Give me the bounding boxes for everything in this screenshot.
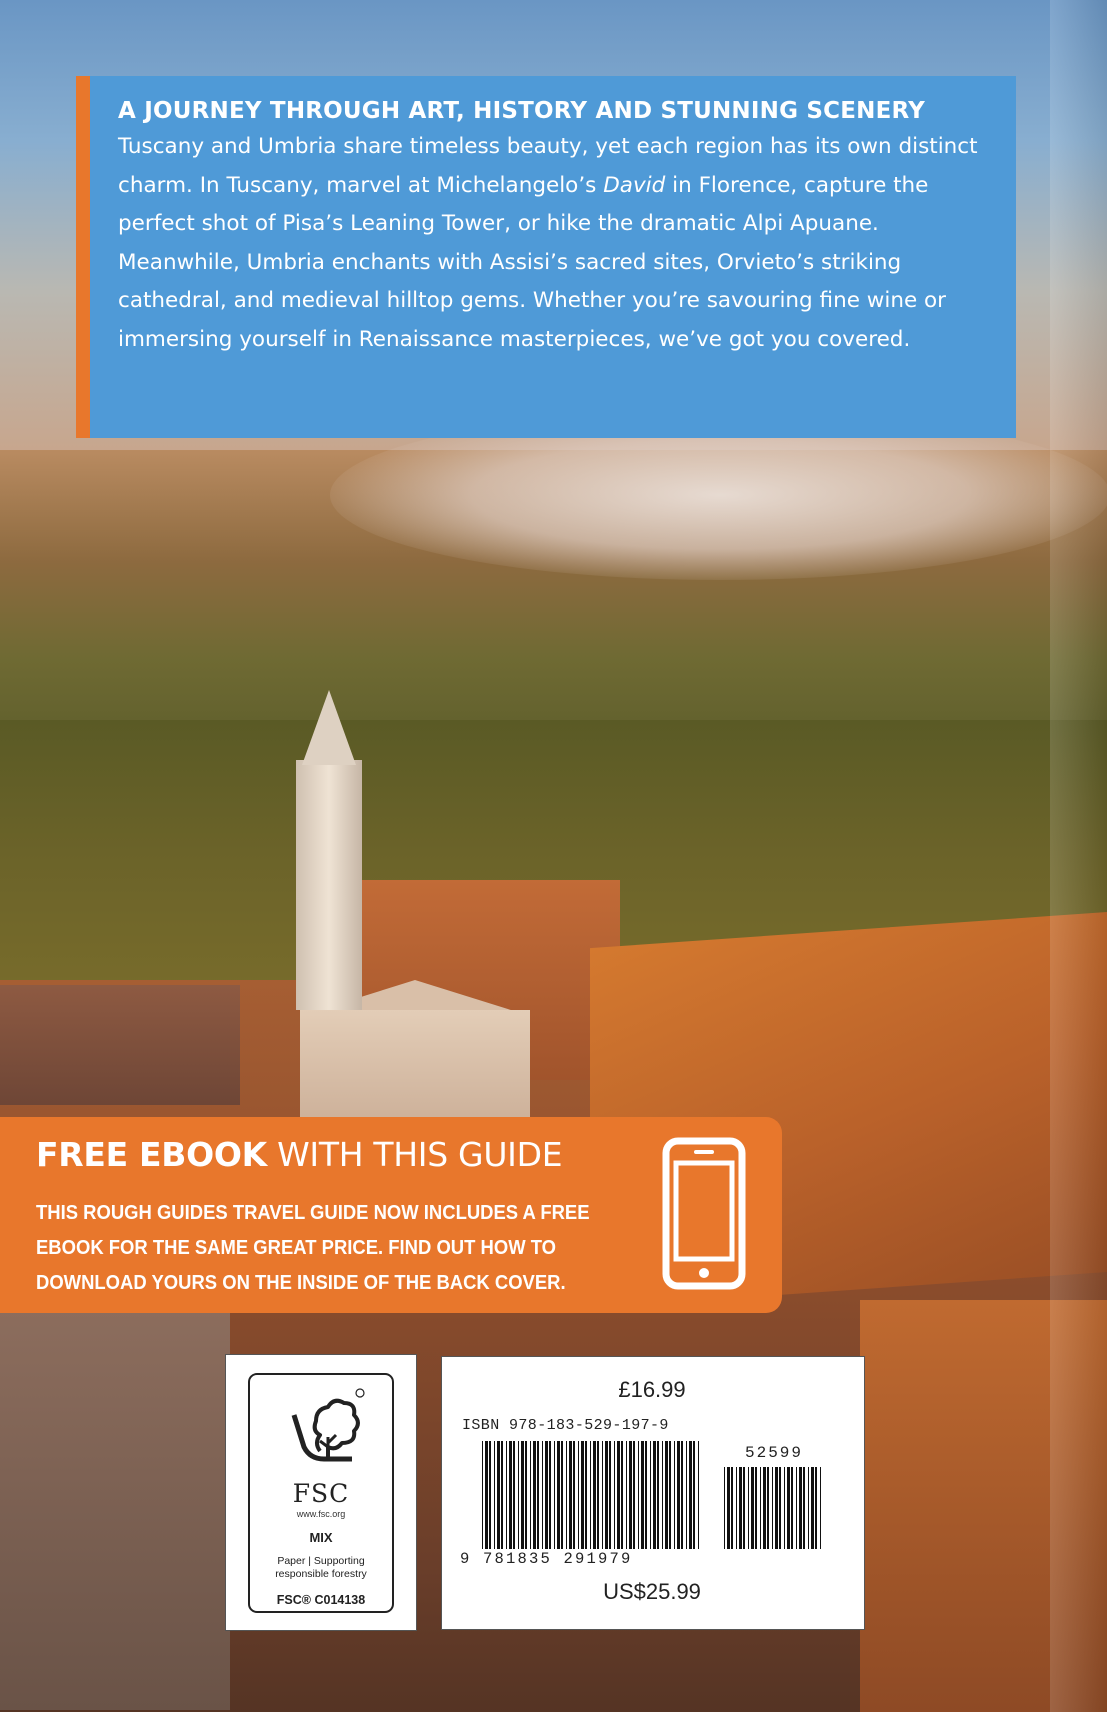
barcode-bar (545, 1441, 548, 1549)
barcode-bar (605, 1441, 608, 1549)
barcode-bar (662, 1441, 663, 1549)
barcode-label (441, 1356, 865, 1630)
price-usd: US$25.99 (603, 1579, 701, 1604)
barcode-bar (674, 1441, 675, 1549)
description-body-text-2: in Florence, capture the perfect shot of Pisa’s Leaning Tower, or hike the dramatic Alpi Apuane. Meanwhile, Umbria enchants with Assisi’s sacred sites, Orvieto’s striking cathedral, and medieval hilltop gems. Whether you’re savouring fine wine or immersing yourself in Renaissance masterpieces, we’ve got you covered. (118, 172, 947, 352)
barcode-bar (653, 1441, 656, 1549)
barcode-bar (573, 1441, 575, 1549)
barcode-bar (585, 1441, 587, 1549)
barcode-bar (489, 1441, 491, 1549)
barcode-bar (775, 1467, 778, 1549)
barcode-bar (485, 1441, 488, 1549)
barcode-bar (482, 1441, 483, 1549)
ebook-title (36, 1135, 562, 1174)
description-box (76, 76, 1016, 438)
description-title: A JOURNEY THROUGH ART, HISTORY AND STUNNING SCENERY (118, 98, 925, 124)
barcode-bar (629, 1441, 632, 1549)
description-body-italic: David (603, 172, 666, 198)
barcode-bar (665, 1441, 668, 1549)
barcode-bar (501, 1441, 503, 1549)
free-ebook-banner (0, 1117, 782, 1313)
fsc-paper-text (250, 1555, 392, 1581)
barcode-bar (509, 1441, 512, 1549)
barcode-bar (650, 1441, 651, 1549)
barcode-bar (566, 1441, 567, 1549)
barcode-bar (530, 1441, 531, 1549)
description-body (118, 128, 996, 359)
ebook-title-bold: FREE EBOOK (36, 1135, 267, 1174)
ean-digits: 9 781835 291979 (460, 1550, 633, 1568)
ebook-line: THIS ROUGH GUIDES TRAVEL GUIDE NOW INCLUDES A FREE (36, 1201, 590, 1224)
barcode-bar (578, 1441, 579, 1549)
barcode-bar (772, 1467, 773, 1549)
barcode-bar (724, 1467, 725, 1549)
barcode-bar (609, 1441, 611, 1549)
fsc-paper-line: responsible forestry (275, 1568, 367, 1580)
barcode-bar (739, 1467, 742, 1549)
barcode-bar (614, 1441, 615, 1549)
isbn-number: ISBN 978-183-529-197-9 (462, 1417, 669, 1434)
barcode-bar (760, 1467, 761, 1549)
barcode-bar (791, 1467, 793, 1549)
barcode-bar (787, 1467, 790, 1549)
barcode-bar (561, 1441, 563, 1549)
barcode-bar (698, 1441, 699, 1549)
book-spine-edge (1050, 0, 1107, 1712)
barcode-bar (497, 1441, 500, 1549)
fsc-license-code: FSC® C014138 (276, 1593, 366, 1607)
barcode-bar (727, 1467, 730, 1549)
barcode-bar (681, 1441, 683, 1549)
barcode-bar (518, 1441, 519, 1549)
addon-barcode (724, 1467, 824, 1549)
description-body-text-1: Tuscany and Umbria share timeless beauty, yet each region has its own distinct charm. In Tuscany, marvel at Michelangelo’s (118, 134, 978, 198)
addon-digits: 52599 (744, 1444, 803, 1462)
fsc-name: FSC (292, 1479, 350, 1508)
barcode-bar (621, 1441, 623, 1549)
fsc-paper-line: Paper | Supporting (277, 1555, 365, 1567)
roof-left (0, 985, 240, 1105)
barcode-bar (521, 1441, 524, 1549)
ebook-line: EBOOK FOR THE SAME GREAT PRICE. FIND OUT HOW TO (36, 1236, 557, 1259)
fsc-label-frame (248, 1373, 394, 1613)
barcode-bar (689, 1441, 692, 1549)
barcode-bar (641, 1441, 644, 1549)
barcode-bar (657, 1441, 659, 1549)
barcode-bar (743, 1467, 745, 1549)
barcode-bar (784, 1467, 785, 1549)
barcode-bar (617, 1441, 620, 1549)
ebook-text (36, 1195, 590, 1300)
ebook-title-rest: WITH THIS GUIDE (266, 1135, 563, 1174)
ean-barcode (482, 1441, 702, 1549)
fsc-label (225, 1354, 417, 1631)
barcode-bar (569, 1441, 572, 1549)
barcode-bar (815, 1467, 817, 1549)
barcode-bar (626, 1441, 627, 1549)
fsc-tree-logo-icon (280, 1385, 366, 1471)
barcode-bar (731, 1467, 733, 1549)
barcode-bar (803, 1467, 805, 1549)
barcode-bar (751, 1467, 754, 1549)
barcode-bar (597, 1441, 599, 1549)
barcode-bar (533, 1441, 536, 1549)
barcode-bar (755, 1467, 757, 1549)
smartphone-icon (662, 1137, 746, 1290)
barcode-bar (557, 1441, 560, 1549)
barcode-bar (554, 1441, 555, 1549)
barcode-bar (763, 1467, 766, 1549)
building-lower-left (0, 1310, 230, 1710)
barcode-bar (767, 1467, 769, 1549)
barcode-bar (799, 1467, 802, 1549)
barcode-bar (669, 1441, 671, 1549)
barcode-bar (748, 1467, 749, 1549)
barcode-bar (811, 1467, 814, 1549)
cathedral-facade (300, 1010, 530, 1120)
barcode-bar (645, 1441, 647, 1549)
bell-tower (296, 760, 362, 1010)
barcode-bar (808, 1467, 809, 1549)
barcode-bar (736, 1467, 737, 1549)
barcode-bar (638, 1441, 639, 1549)
barcode-bar (686, 1441, 687, 1549)
barcode-bar (542, 1441, 543, 1549)
barcode-bar (506, 1441, 507, 1549)
barcode-bar (677, 1441, 680, 1549)
ebook-line: DOWNLOAD YOURS ON THE INSIDE OF THE BACK COVER. (36, 1271, 566, 1294)
barcode-bar (581, 1441, 584, 1549)
price-gbp: £16.99 (618, 1377, 686, 1402)
barcode-bar (593, 1441, 596, 1549)
barcode-bar (796, 1467, 797, 1549)
barcode-bar (537, 1441, 539, 1549)
barcode-bar (549, 1441, 551, 1549)
barcode-bar (590, 1441, 591, 1549)
barcode-bar (513, 1441, 515, 1549)
barcode-bar (633, 1441, 635, 1549)
fsc-url: www.fsc.org (296, 1509, 346, 1519)
fsc-mix: MIX (309, 1530, 333, 1545)
barcode-bar (525, 1441, 527, 1549)
barcode-bar (494, 1441, 495, 1549)
barcode-bar (779, 1467, 781, 1549)
bell-tower-spire (302, 690, 356, 765)
barcode-bar (820, 1467, 821, 1549)
barcode-bar (602, 1441, 603, 1549)
barcode-bar (693, 1441, 695, 1549)
